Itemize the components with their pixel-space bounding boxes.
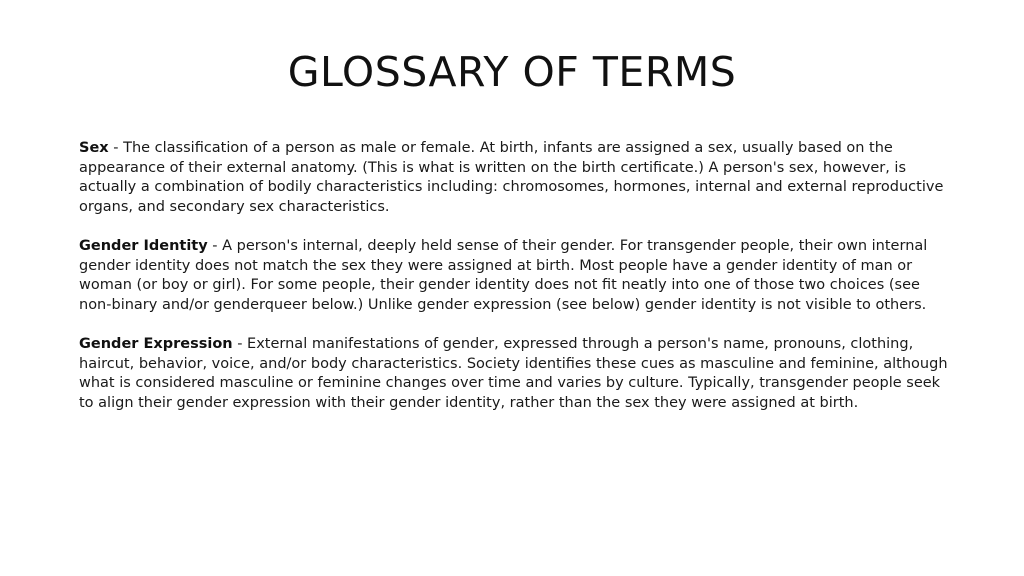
glossary-term: Sex <box>79 140 109 156</box>
glossary-definition: - The classification of a person as male or female. At birth, infants are assigned a sex, usually based on the appearance of their external anatomy. (This is what is written on the birth certificate.) A person's sex, however, is actually a combination of bodily characteristics including: chromosomes, hormones, internal and external reproductive organs, and secondary sex characteristics. <box>79 140 944 215</box>
glossary-definition: - A person's internal, deeply held sense of their gender. For transgender people, their own internal gender identity does not match the sex they were assigned at birth. Most people have a gender identity of man or woman (or boy or girl). For some people, their gender identity does not fit neatly into one of those two choices (see non-binary and/or genderqueer below.) Unlike gender expression (see below) gender identity is not visible to others. <box>79 238 928 313</box>
glossary-definition: - External manifestations of gender, expressed through a person's name, pronouns, clothing, haircut, behavior, voice, and/or body characteristics. Society identifies these cues as masculine and feminine, although what is considered masculine or feminine changes over time and varies by culture. Typically, transgender people seek to align their gender expression with their gender identity, rather than the sex they were assigned at birth. <box>79 336 948 411</box>
glossary-term: Gender Expression <box>79 336 233 352</box>
glossary-term: Gender Identity <box>79 238 208 254</box>
glossary-entry-gender-identity <box>79 237 949 315</box>
page-title: GLOSSARY OF TERMS <box>287 48 737 96</box>
glossary-entry-gender-expression <box>79 335 949 413</box>
glossary-list <box>79 139 949 433</box>
glossary-entry-sex <box>79 139 949 217</box>
